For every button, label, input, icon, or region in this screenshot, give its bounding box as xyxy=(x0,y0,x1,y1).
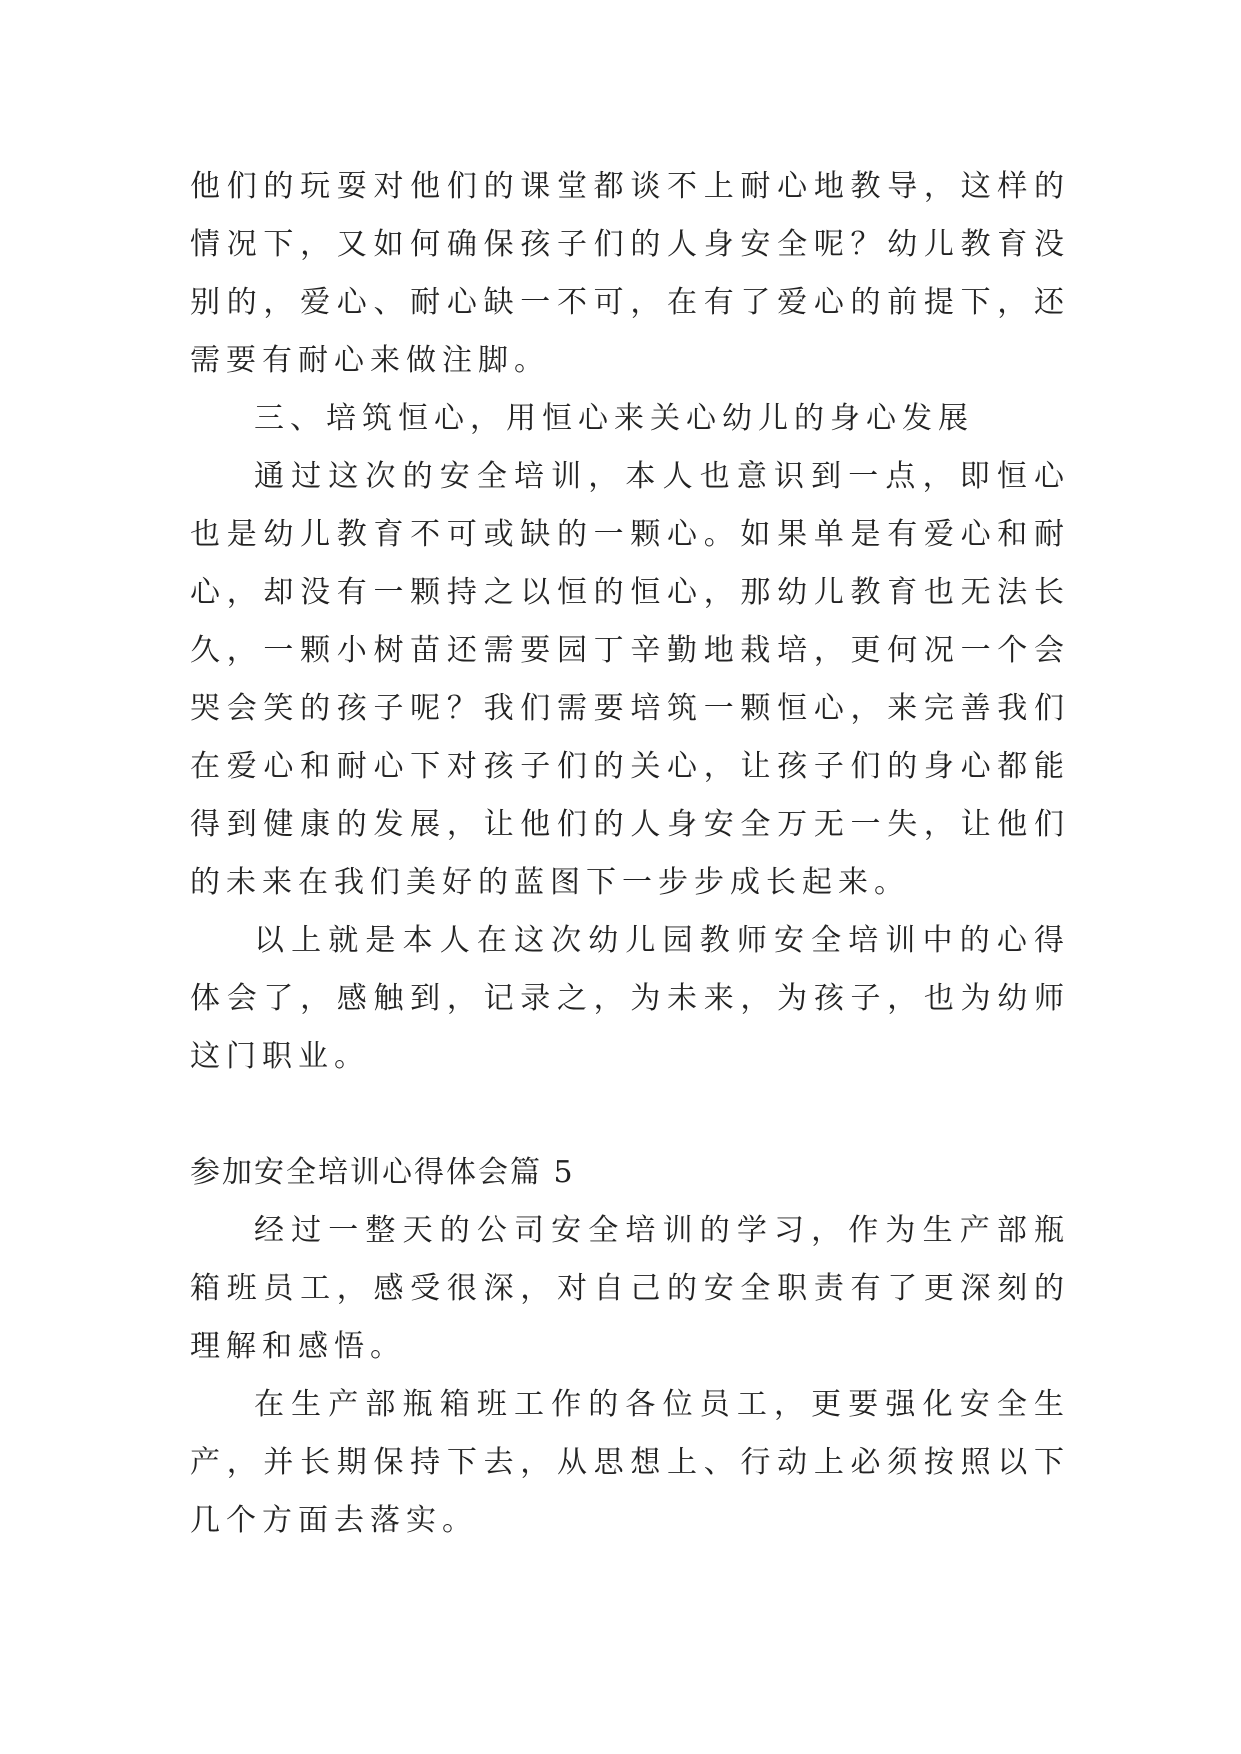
paragraph-section-intro: 经过一整天的公司安全培训的学习，作为生产部瓶箱班员工，感受很深，对自己的安全职责有了更深刻的理解和感悟。 xyxy=(190,1213,1070,1364)
document-body xyxy=(190,158,1070,1550)
paragraph-continued: 他们的玩耍对他们的课堂都谈不上耐心地教导，这样的情况下，又如何确保孩子们的人身安全呢？幼儿教育没别的，爱心、耐心缺一不可，在有了爱心的前提下，还需要有耐心来做注脚。 xyxy=(190,169,1070,378)
paragraph-section-body: 在生产部瓶箱班工作的各位员工，更要强化安全生产，并长期保持下去，从思想上、行动上必须按照以下几个方面去落实。 xyxy=(190,1387,1070,1538)
section-title: 参加安全培训心得体会篇 5 xyxy=(190,1155,575,1190)
subheading-perseverance: 三、培筑恒心，用恒心来关心幼儿的身心发展 xyxy=(254,401,974,436)
paragraph-conclusion: 以上就是本人在这次幼儿园教师安全培训中的心得体会了，感触到，记录之，为未来，为孩子，也为幼师这门职业。 xyxy=(190,923,1070,1074)
paragraph-perseverance: 通过这次的安全培训，本人也意识到一点，即恒心也是幼儿教育不可或缺的一颗心。如果单是有爱心和耐心，却没有一颗持之以恒的恒心，那幼儿教育也无法长久，一颗小树苗还需要园丁辛勤地栽培，更何况一个会哭会笑的孩子呢？我们需要培筑一颗恒心，来完善我们在爱心和耐心下对孩子们的关心，让孩子们的身心都能得到健康的发展，让他们的人身安全万无一失，让他们的未来在我们美好的蓝图下一步步成长起来。 xyxy=(190,459,1070,900)
